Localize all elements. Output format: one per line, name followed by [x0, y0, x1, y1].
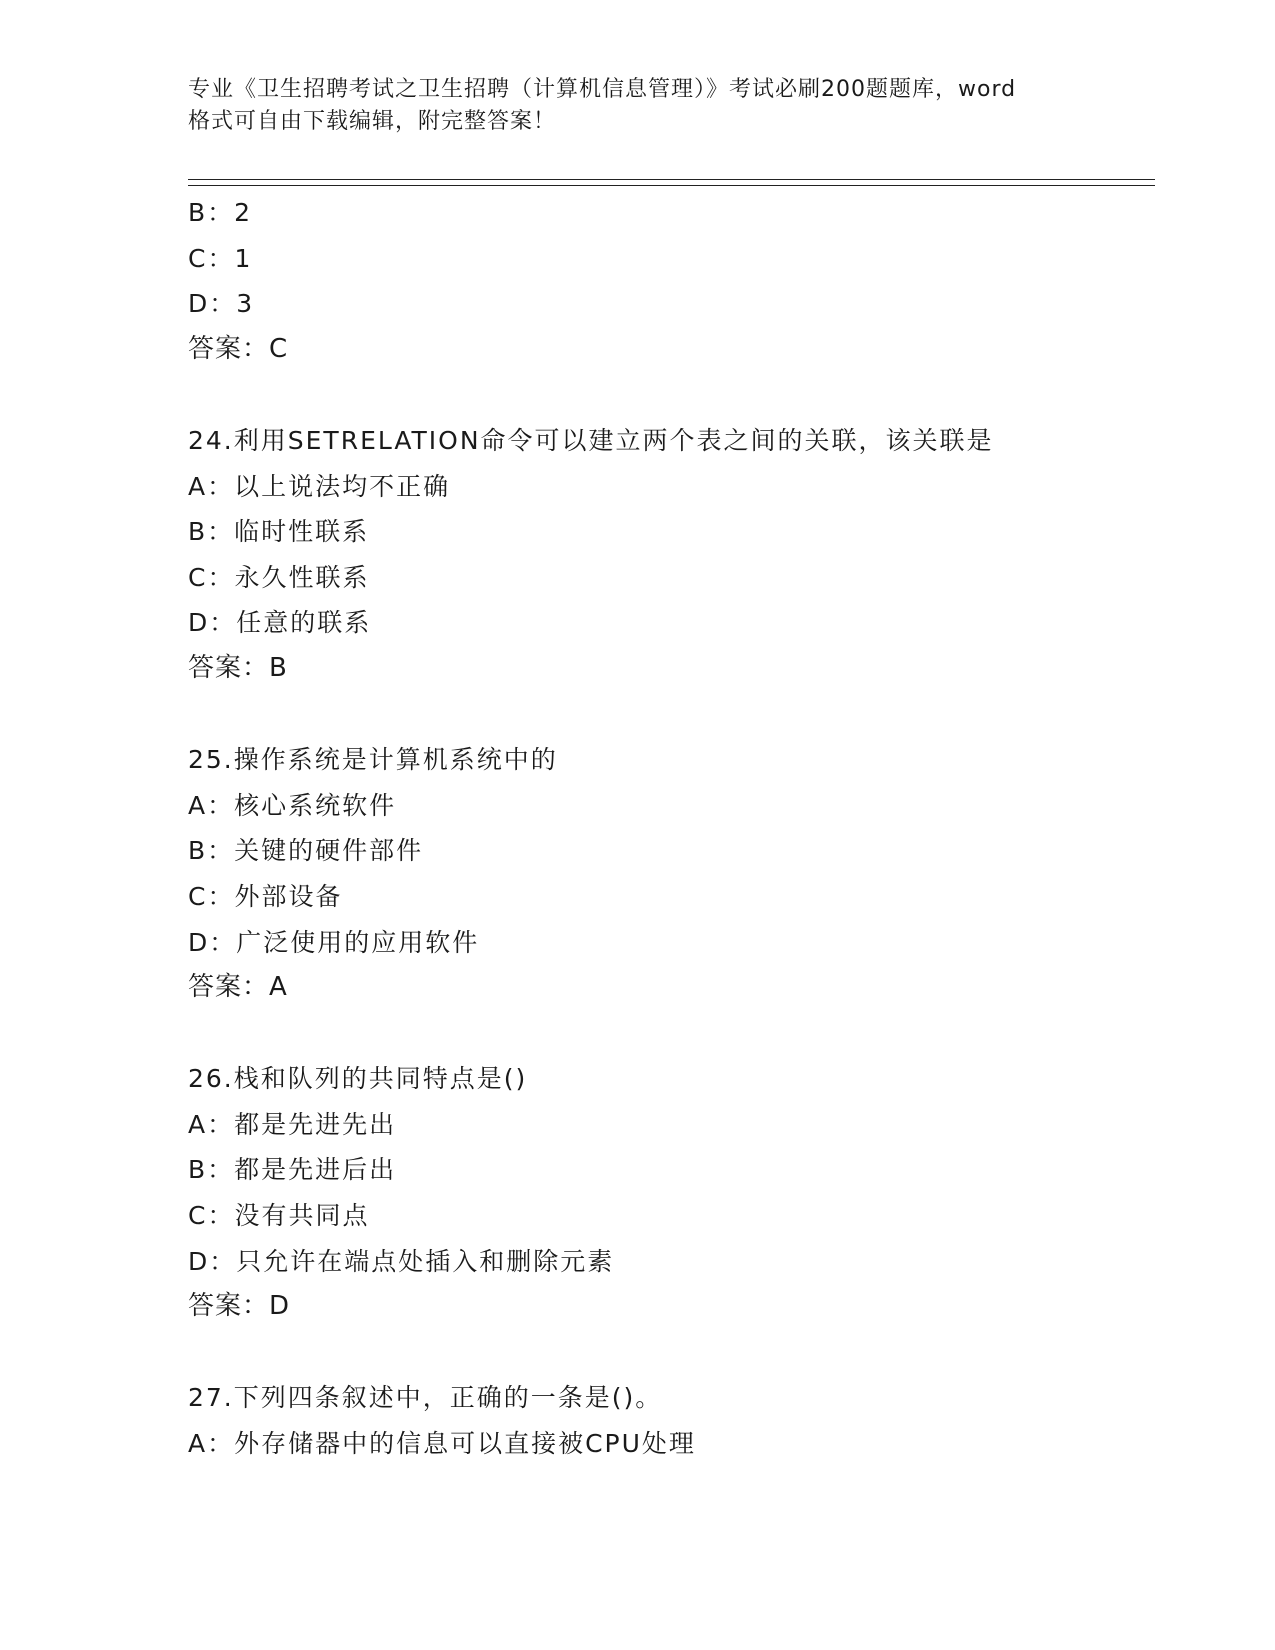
question-26 — [188, 1056, 1148, 1330]
question-stem: 24.利用SETRELATION命令可以建立两个表之间的关联，该关联是 — [188, 425, 994, 455]
question-list — [188, 190, 1148, 1467]
option-d: D：3 — [188, 289, 255, 319]
option-c: C：永久性联系 — [188, 562, 370, 592]
question-25 — [188, 737, 1148, 1011]
option-d: D：只允许在端点处插入和删除元素 — [188, 1246, 615, 1276]
option-a: A：都是先进先出 — [188, 1109, 397, 1139]
option-b: B：2 — [188, 198, 253, 227]
option-a: A：核心系统软件 — [188, 790, 397, 820]
answer: 答案：B — [188, 652, 288, 683]
answer: 答案：C — [188, 333, 289, 364]
option-b: B：临时性联系 — [188, 517, 370, 547]
spacer — [188, 1330, 1148, 1376]
document-header — [188, 74, 1088, 138]
option-a: A：以上说法均不正确 — [188, 471, 451, 501]
option-d: D：任意的联系 — [188, 608, 372, 638]
spacer — [188, 1011, 1148, 1057]
option-c: C：外部设备 — [188, 881, 343, 911]
header-divider — [188, 179, 1155, 186]
answer: 答案：A — [188, 972, 288, 1003]
answer: 答案：D — [188, 1291, 291, 1322]
option-d: D：广泛使用的应用软件 — [188, 927, 480, 957]
option-b: B：关键的硬件部件 — [188, 836, 424, 866]
question-27 — [188, 1375, 1148, 1466]
header-title-line-2: 格式可自由下载编辑，附完整答案！ — [188, 109, 557, 134]
option-c: C：没有共同点 — [188, 1201, 370, 1231]
option-c: C：1 — [188, 243, 253, 273]
question-stem: 27.下列四条叙述中，正确的一条是()。 — [188, 1383, 663, 1413]
option-b: B：都是先进后出 — [188, 1155, 397, 1185]
spacer — [188, 372, 1148, 418]
header-title-line-1: 专业《卫生招聘考试之卫生招聘（计算机信息管理）》考试必刷200题题库，word — [188, 77, 1017, 102]
question-24 — [188, 418, 1148, 692]
question-stem: 25.操作系统是计算机系统中的 — [188, 745, 558, 775]
question-stem: 26.栈和队列的共同特点是() — [188, 1064, 528, 1094]
option-a: A：外存储器中的信息可以直接被CPU处理 — [188, 1429, 696, 1459]
question-23-continued — [188, 190, 1148, 372]
spacer — [188, 692, 1148, 738]
